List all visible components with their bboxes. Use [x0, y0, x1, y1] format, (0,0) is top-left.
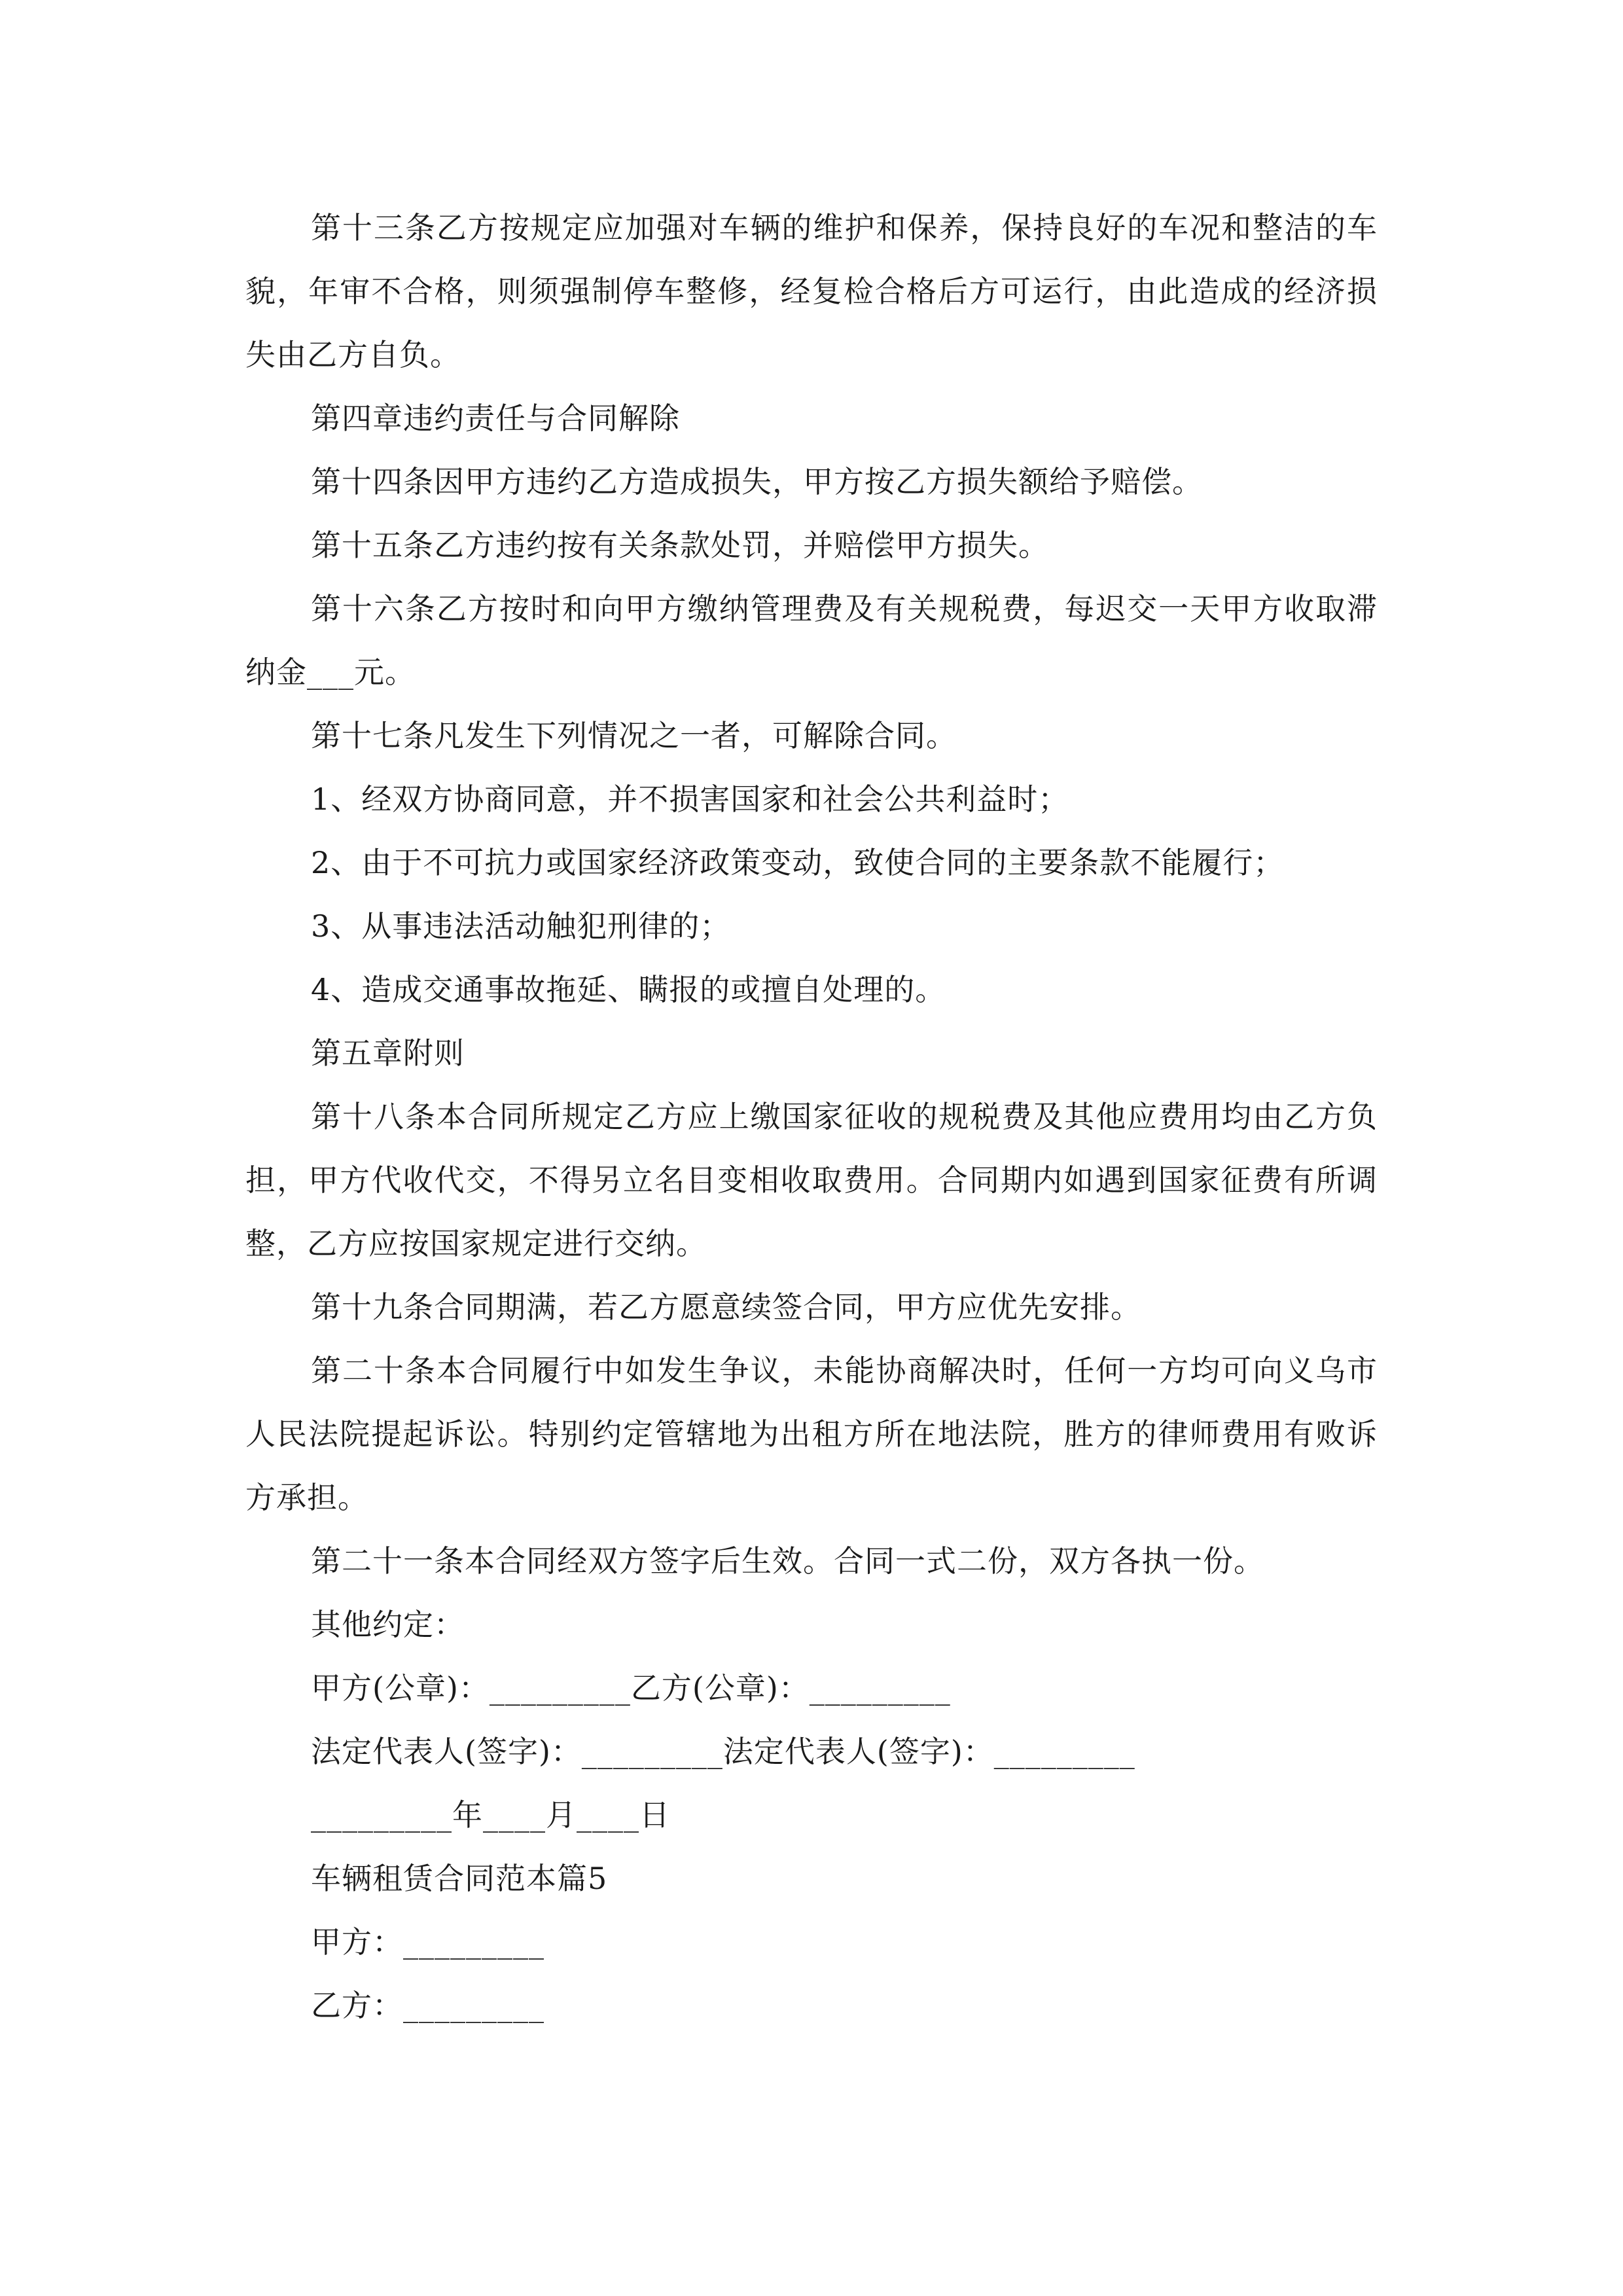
condition-2: 2、由于不可抗力或国家经济政策变动，致使合同的主要条款不能履行； [311, 845, 1285, 880]
article-15: 第十五条乙方违约按有关条款处罚，并赔偿甲方损失。 [311, 528, 1049, 563]
chapter-4-heading: 第四章违约责任与合同解除 [311, 401, 680, 436]
article-20: 第二十条本合同履行中如发生争议，未能协商解决时，任何一方均可向义乌市人民法院提起诉讼。特别约定管辖地为出租方所在地法院，胜方的律师费用有败诉方承担。 [245, 1353, 1378, 1515]
party-b-line: 乙方：_________ [311, 1988, 544, 2023]
condition-1: 1、经双方协商同意，并不损害国家和社会公共利益时； [311, 781, 1069, 817]
article-14: 第十四条因甲方违约乙方造成损失，甲方按乙方损失额给予赔偿。 [311, 464, 1203, 499]
document-body [245, 196, 1378, 2037]
date-line: _________年____月____日 [311, 1797, 670, 1833]
article-19: 第十九条合同期满，若乙方愿意续签合同，甲方应优先安排。 [311, 1289, 1141, 1325]
chapter-5-heading: 第五章附则 [311, 1035, 465, 1071]
representative-signature-line: 法定代表人(签字)：_________法定代表人(签字)：_________ [311, 1734, 1135, 1769]
article-21: 第二十一条本合同经双方签字后生效。合同一式二份，双方各执一份。 [311, 1543, 1264, 1579]
party-a-line: 甲方：_________ [311, 1924, 544, 1960]
other-agreements: 其他约定： [311, 1607, 465, 1642]
condition-4: 4、造成交通事故拖延、瞒报的或擅自处理的。 [311, 972, 946, 1007]
contract-5-title: 车辆租赁合同范本篇5 [311, 1861, 608, 1896]
article-17: 第十七条凡发生下列情况之一者，可解除合同。 [311, 718, 957, 753]
seal-line: 甲方(公章)：_________乙方(公章)：_________ [311, 1670, 951, 1706]
article-13: 第十三条乙方按规定应加强对车辆的维护和保养，保持良好的车况和整洁的车貌，年审不合格，则须强制停车整修，经复检合格后方可运行，由此造成的经济损失由乙方自负。 [245, 210, 1378, 372]
article-16: 第十六条乙方按时和向甲方缴纳管理费及有关规税费，每迟交一天甲方收取滞纳金___元。 [245, 591, 1378, 690]
article-18: 第十八条本合同所规定乙方应上缴国家征收的规税费及其他应费用均由乙方负担，甲方代收代交，不得另立名目变相收取费用。合同期内如遇到国家征费有所调整，乙方应按国家规定进行交纳。 [245, 1099, 1378, 1261]
condition-3: 3、从事违法活动触犯刑律的； [311, 908, 731, 944]
